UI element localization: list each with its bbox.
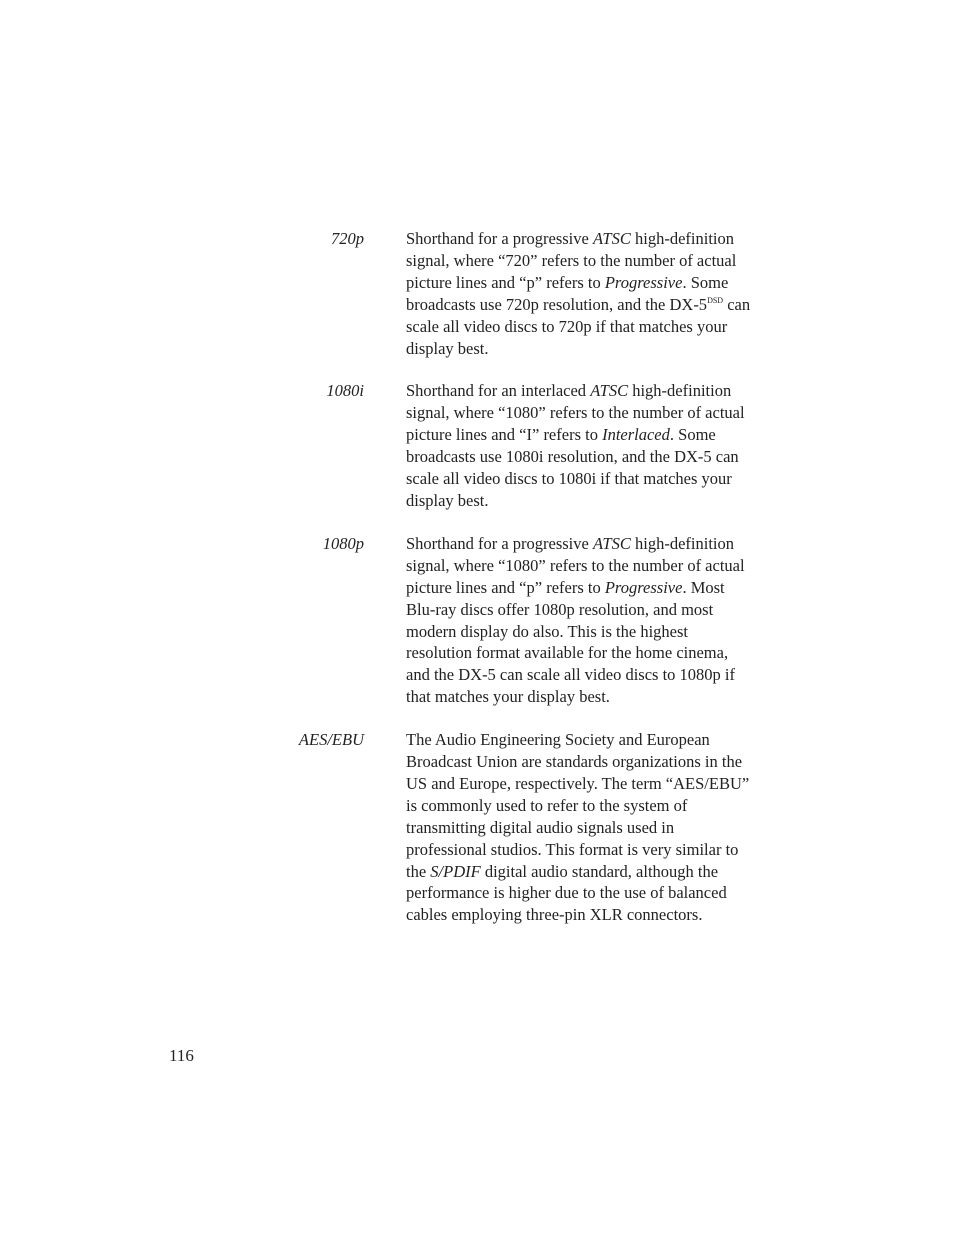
definition-line [406,882,786,904]
text-run: signal, where “1080” refers to the number of actual [406,555,745,575]
definition-line [406,817,786,839]
text-run: performance is higher due to the use of balanced [406,883,727,903]
text-run: Broadcast Union are standards organizations in the [406,752,743,772]
glossary-definition [406,228,786,359]
text-run: . Most [682,577,725,597]
definition-line [406,380,786,402]
definition-line [406,751,786,773]
definition-line [406,795,786,817]
definition-line [406,599,786,621]
definition-line [406,272,786,294]
text-run: high-definition [628,381,732,401]
glossary-term: AES/EBU [298,730,364,750]
glossary-entry [0,533,954,708]
text-run: transmitting digital audio signals used in [406,817,675,837]
glossary-definition [406,380,786,511]
superscript: DSD [707,295,724,305]
text-run: display best. [406,490,489,510]
text-run: display best. [406,338,489,358]
page-number: 116 [169,1046,194,1065]
glossary-entry [0,228,954,359]
definition-line [406,424,786,446]
glossary-definition [406,533,786,708]
definition-line [406,904,786,926]
text-run: picture lines and “I” refers to [406,425,603,445]
text-run: picture lines and “p” refers to [406,272,605,292]
definition-line [406,533,786,555]
text-run: the [406,861,431,881]
definition-line [406,468,786,490]
text-run: signal, where “1080” refers to the number of actual [406,403,745,423]
text-run: . Some [669,425,716,445]
text-run: Shorthand for an interlaced [406,381,591,401]
text-run: scale all video discs to 1080i if that matches your [406,469,732,489]
definition-line [406,664,786,686]
glossary-term: 1080p [322,533,364,553]
italic-term: S/PDIF [430,861,481,881]
italic-term: ATSC [592,533,631,553]
text-run: picture lines and “p” refers to [406,577,605,597]
text-run: broadcasts use 720p resolution, and the DX-5 [406,294,708,314]
definition-line [406,250,786,272]
text-run: that matches your display best. [406,687,610,707]
glossary-term: 720p [331,229,364,248]
italic-term: Progressive [604,577,683,597]
text-run: high-definition [630,533,734,553]
text-run: signal, where “720” refers to the number of actual [406,250,737,270]
definition-line [406,294,786,316]
text-run: Shorthand for a progressive [406,533,593,553]
definition-line [406,839,786,861]
definition-line [406,555,786,577]
definition-line [406,729,786,751]
italic-term: ATSC [590,381,629,401]
definition-line [406,316,786,338]
definition-line [406,338,786,360]
glossary-definition [406,729,786,926]
italic-term: Interlaced [602,425,670,445]
glossary-list [0,228,954,947]
italic-term: Progressive [604,272,683,292]
definition-line [406,686,786,708]
text-run: . Some [682,272,729,292]
text-run: is commonly used to refer to the system of [406,795,688,815]
text-run: and the DX-5 can scale all video discs to 1080p if [406,665,735,685]
text-run: professional studios. This format is very similar to [406,839,739,859]
text-run: scale all video discs to 720p if that matches your [406,316,728,336]
definition-line [406,490,786,512]
definition-line [406,228,786,250]
text-run: resolution format available for the home cinema, [406,643,729,663]
glossary-entry [0,380,954,511]
glossary-term: 1080i [326,381,364,401]
definition-line [406,861,786,883]
text-run: digital audio standard, although the [480,861,719,881]
text-run: modern display do also. This is the highest [406,621,689,641]
text-run: high-definition [630,229,734,248]
text-run: US and Europe, respectively. The term “AES/EBU” [406,773,750,793]
definition-line [406,577,786,599]
italic-term: ATSC [592,229,631,248]
text-run: cables employing three-pin XLR connectors. [406,905,703,925]
definition-line [406,446,786,468]
glossary-entry [0,729,954,926]
definition-line [406,621,786,643]
definition-line [406,402,786,424]
text-run: Blu-ray discs offer 1080p resolution, and most [406,599,714,619]
text-run: broadcasts use 1080i resolution, and the DX-5 can [406,447,739,467]
text-run: The Audio Engineering Society and European [406,730,710,750]
definition-line [406,773,786,795]
text-run: Shorthand for a progressive [406,229,593,248]
definition-line [406,642,786,664]
text-run: can [723,294,751,314]
